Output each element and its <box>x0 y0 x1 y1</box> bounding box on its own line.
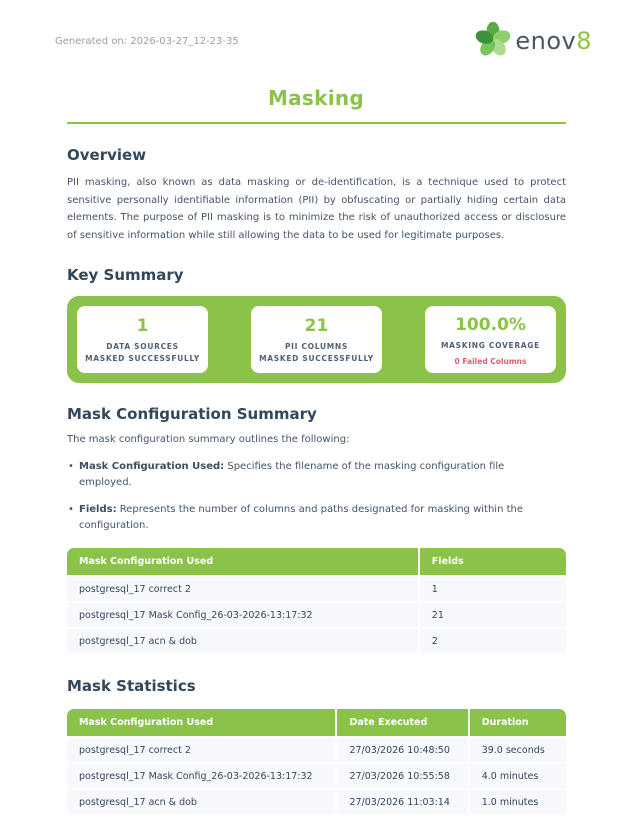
column-header-mask-configuration-used: Mask Configuration Used <box>67 709 336 737</box>
cell-config-name: postgresql_17 Mask Config_26-03-2026-13:17:32 <box>67 763 336 789</box>
stat-label-line2: MASKED SUCCESSFULLY <box>259 353 374 363</box>
cell-config-name: postgresql_17 acn & dob <box>67 628 419 654</box>
cell-date-executed: 27/03/2026 10:55:58 <box>336 763 468 789</box>
table-header-row <box>67 548 566 576</box>
mask-statistics-table <box>67 709 566 816</box>
mask-config-summary-heading: Mask Configuration Summary <box>67 405 317 423</box>
failed-columns-note: 0 Failed Columns <box>454 356 527 366</box>
stat-value: 100.0% <box>455 314 526 335</box>
cell-fields: 21 <box>419 602 566 628</box>
column-header-fields: Fields <box>419 548 566 576</box>
stat-value: 1 <box>136 315 149 336</box>
mask-statistics-heading: Mask Statistics <box>67 677 196 695</box>
report-content <box>0 146 632 816</box>
enov8-flower-icon <box>474 20 512 62</box>
table-row <box>67 737 566 763</box>
stat-label <box>429 340 552 352</box>
cell-config-name: postgresql_17 acn & dob <box>67 789 336 815</box>
table-row <box>67 602 566 628</box>
bullet-label: Fields: <box>79 504 117 515</box>
cell-date-executed: 27/03/2026 11:03:14 <box>336 789 468 815</box>
logo-text-8: 8 <box>576 27 592 55</box>
cell-date-executed: 27/03/2026 10:48:50 <box>336 737 468 763</box>
table-header-row <box>67 709 566 737</box>
bullet-mask-configuration-used <box>67 459 566 491</box>
stat-label-line1: MASKING COVERAGE <box>441 340 540 350</box>
logo-wordmark <box>515 27 592 55</box>
cell-config-name: postgresql_17 correct 2 <box>67 576 419 602</box>
logo-text-enov: enov <box>515 27 577 55</box>
stat-value: 21 <box>304 315 329 336</box>
enov8-logo <box>474 20 592 62</box>
cell-duration: 4.0 minutes <box>469 763 566 789</box>
table-row <box>67 763 566 789</box>
stat-card-pii-columns <box>251 306 382 373</box>
cell-config-name: postgresql_17 correct 2 <box>67 737 336 763</box>
bullet-text: Represents the number of columns and paths designated for masking within the configuration. <box>79 504 524 531</box>
stat-card-data-sources <box>77 306 208 373</box>
column-header-date-executed: Date Executed <box>336 709 468 737</box>
bullet-label: Mask Configuration Used: <box>79 461 225 472</box>
cell-duration: 1.0 minutes <box>469 789 566 815</box>
stat-label-line1: PII COLUMNS <box>284 341 348 351</box>
stat-card-masking-coverage <box>425 306 556 373</box>
column-header-mask-configuration-used: Mask Configuration Used <box>67 548 419 576</box>
bullet-fields <box>67 502 566 534</box>
cell-duration: 39.0 seconds <box>469 737 566 763</box>
cell-config-name: postgresql_17 Mask Config_26-03-2026-13:17:32 <box>67 602 419 628</box>
page-header <box>0 0 632 62</box>
table-row <box>67 628 566 654</box>
cell-fields: 1 <box>419 576 566 602</box>
stat-label <box>255 341 378 365</box>
bullet-text: Specifies the filename of the masking configuration file employed. <box>79 461 505 488</box>
cell-fields: 2 <box>419 628 566 654</box>
stat-label <box>81 341 204 365</box>
column-header-duration: Duration <box>469 709 566 737</box>
mask-config-summary-intro: The mask configuration summary outlines the following: <box>67 434 350 445</box>
generated-on-timestamp: Generated on: 2026-03-27_12-23-35 <box>55 35 239 47</box>
key-summary-band <box>67 296 566 383</box>
key-summary-heading: Key Summary <box>67 266 184 284</box>
page-title: Masking <box>267 86 365 110</box>
overview-heading: Overview <box>67 146 147 164</box>
mask-configuration-table <box>67 548 566 655</box>
stat-label-line1: DATA SOURCES <box>106 341 179 351</box>
table-row <box>67 789 566 815</box>
overview-paragraph: PII masking, also known as data masking or de-identification, is a technique used to protect sensitive personally identifiable information (PII) by obfuscating or partially hiding certain data elements. The purpose of PII masking is to minimize the risk of unauthorized access or disclosure of sensitive information while still allowing the data to be used for legitimate purposes. <box>67 177 566 241</box>
stat-label-line2: MASKED SUCCESSFULLY <box>85 353 200 363</box>
table-row <box>67 576 566 602</box>
title-divider <box>67 122 566 124</box>
